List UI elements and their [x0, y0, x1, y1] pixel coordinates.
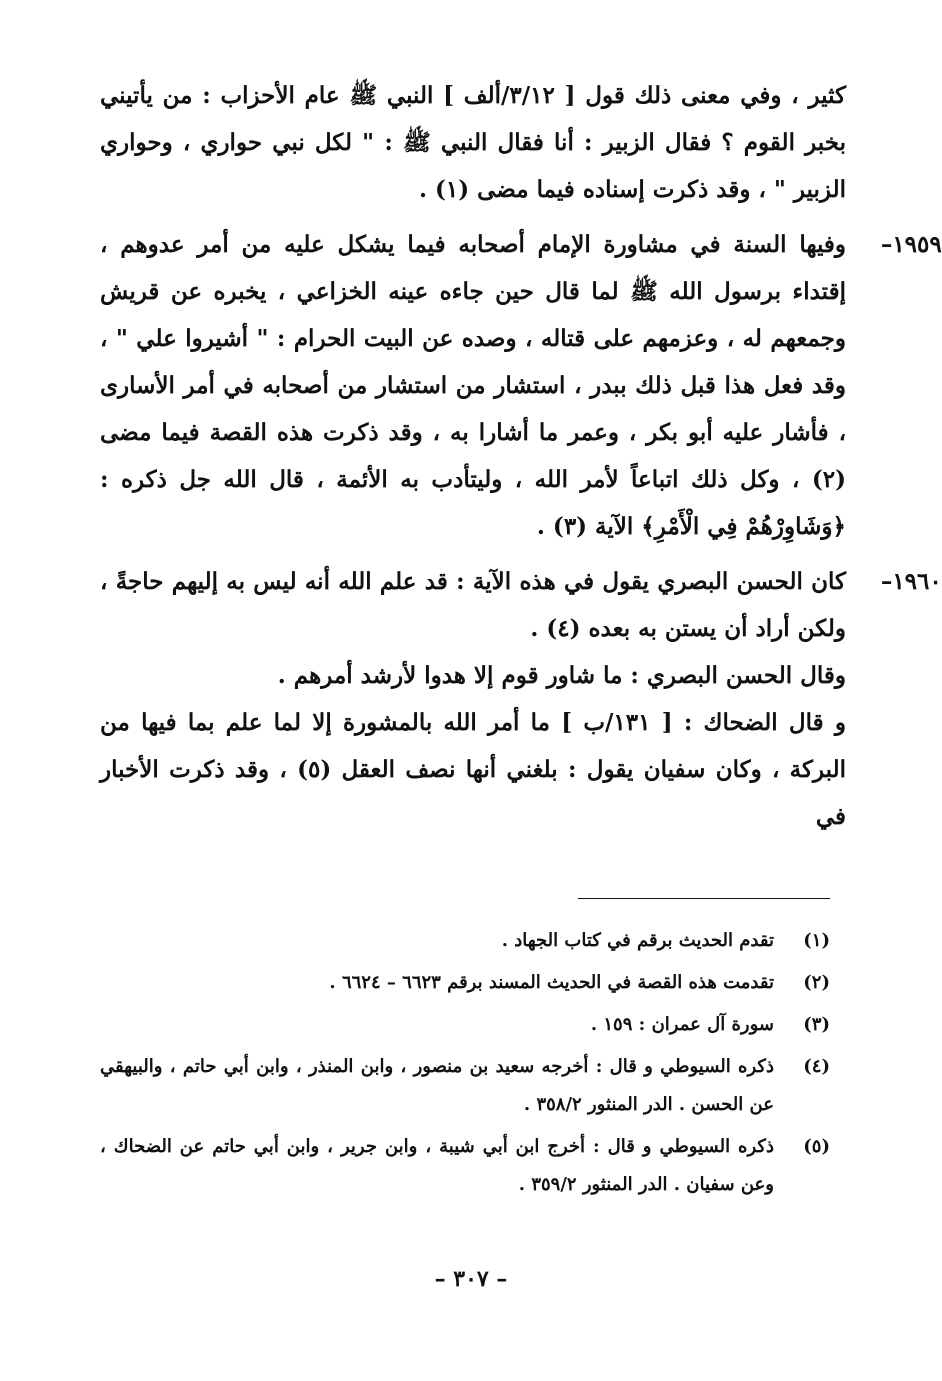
paragraph-hasan [100, 652, 942, 699]
footnote-number: (٢) [803, 972, 830, 993]
paragraph-dahhak [100, 699, 942, 840]
footnote-4 [100, 1048, 830, 1124]
footnotes [100, 922, 830, 1208]
main-text [100, 72, 942, 840]
paragraph-text: كثير ، وفي معنى ذلك قول [ ٣/١٢/ألف ] النبي ﷺ عام الأحزاب : من يأتيني بخبر القوم ؟ فقال الزبير : أنا فقال النبي ﷺ : " لكل نبي حواري ، وحواري الزبير " ، وقد ذكرت إسناده فيما مضى (١) . [100, 82, 846, 203]
paragraph-1959 [100, 221, 942, 550]
footnote-number: (٣) [803, 1014, 830, 1035]
paragraph-text: كان الحسن البصري يقول في هذه الآية : قد علم الله أنه ليس به إليهم حاجةً ، ولكن أراد أن يستن به بعده (٤) . [100, 568, 846, 642]
page-number: – ٣٠٧ – [434, 1266, 508, 1292]
footnote-3 [100, 1006, 830, 1044]
footnote-1 [100, 922, 830, 960]
paragraph-number: ١٩٦٠– [880, 568, 942, 595]
footnote-text: سورة آل عمران : ١٥٩ . [590, 1014, 774, 1035]
footnote-text: تقدمت هذه القصة في الحديث المسند برقم ٦٦٢٣ – ٦٦٢٤ . [329, 972, 774, 993]
paragraph-text: و قال الضحاك : [ ١٣١/ب ] ما أمر الله بالمشورة إلا لما علم بما فيها من البركة ، وكان سفيان يقول : بلغني أنها نصف العقل (٥) ، وقد ذكرت الأخبار في [100, 709, 846, 830]
footnote-text: ذكره السيوطي و قال : أخرج ابن أبي شيبة ، وابن جرير ، وابن أبي حاتم عن الضحاك ، وعن سفيان . الدر المنثور ٣٥٩/٢ . [100, 1136, 774, 1195]
footnote-5 [100, 1128, 830, 1204]
footnote-separator [578, 898, 830, 899]
paragraph-text: وقال الحسن البصري : ما شاور قوم إلا هدوا لأرشد أمرهم . [277, 662, 846, 689]
footnote-text: ذكره السيوطي و قال : أخرجه سعيد بن منصور ، وابن المنذر ، وابن أبي حاتم ، والبيهقي عن الحسن . الدر المنثور ٣٥٨/٢ . [100, 1056, 774, 1115]
paragraph-continuation [100, 72, 846, 213]
footnote-number: (١) [803, 930, 830, 951]
footnote-text: تقدم الحديث برقم في كتاب الجهاد . [501, 930, 774, 951]
footnote-2 [100, 964, 830, 1002]
paragraph-1960 [100, 558, 942, 652]
footnote-number: (٤) [803, 1056, 830, 1077]
paragraph-number: ١٩٥٩– [880, 231, 942, 258]
footnote-number: (٥) [803, 1136, 830, 1157]
paragraph-text: وفيها السنة في مشاورة الإمام أصحابه فيما يشكل عليه من أمر عدوهم ، إقتداء برسول الله ﷺ لما قال حين جاءه عينه الخزاعي ، يخبره عن قريش وجمعهم له ، وعزمهم على قتاله ، وصده عن البيت الحرام : " أشيروا علي " ، وقد فعل هذا قبل ذلك ببدر ، استشار من استشار من أصحابه في أمر الأسارى ، فأشار عليه أبو بكر ، وعمر ما أشارا به ، وقد ذكرت هذه القصة فيما مضى (٢) ، وكل ذلك اتباعاً لأمر الله ، وليتأدب به الأئمة ، قال الله جل ذكره : ﴿وَشَاوِرْهُمْ فِي الْأَمْرِ﴾ الآية (٣) . [100, 231, 846, 540]
